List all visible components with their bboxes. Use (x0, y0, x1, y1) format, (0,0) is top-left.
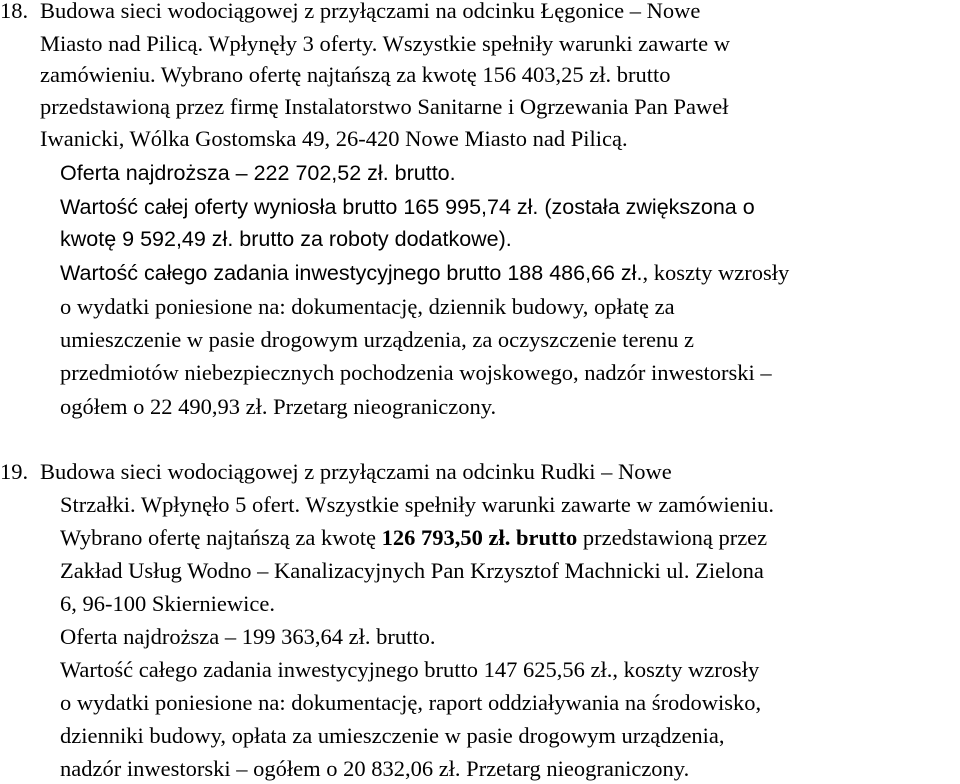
offer-value-line: Wartość całej oferty wyniosła brutto 165 995,74 zł. (została zwiększona o (60, 195, 755, 219)
chosen-offer-suffix: przedstawioną przez (577, 525, 768, 550)
task-value-suffix: , koszty wzrosły (642, 260, 790, 285)
item-text-line: nadzór inwestorski – ogółem o 20 832,06 zł. Przetarg nieograniczony. (60, 756, 690, 781)
item-text-line: Iwanicki, Wólka Gostomska 49, 26-420 Nowe Miasto nad Pilicą. (40, 126, 628, 151)
chosen-offer-prefix: Wybrano ofertę najtańszą za kwotę (60, 525, 382, 550)
item-text-line: o wydatki poniesione na: dokumentację, dziennik budowy, opłatę za (60, 294, 675, 319)
item-number: 19. (0, 459, 29, 484)
item-text-line: 6, 96-100 Skierniewice. (60, 591, 275, 616)
item-text-line: Budowa sieci wodociągowej z przyłączami na odcinku Łęgonice – Nowe (40, 0, 701, 23)
highest-offer-line: Oferta najdroższa – 222 702,52 zł. brutto. (60, 161, 456, 185)
task-value-line (60, 258, 789, 288)
offer-value-line: kwotę 9 592,49 zł. brutto za roboty dodatkowe). (60, 227, 512, 251)
chosen-offer-line (60, 523, 767, 553)
item-text-line: zamówieniu. Wybrano ofertę najtańszą za kwotę 156 403,25 zł. brutto (40, 62, 671, 87)
item-number: 18. (0, 0, 29, 23)
item-text-line: Miasto nad Pilicą. Wpłynęły 3 oferty. Wszystkie spełniły warunki zawarte w (40, 31, 731, 56)
item-text-line: Budowa sieci wodociągowej z przyłączami na odcinku Rudki – Nowe (40, 459, 672, 484)
item-text-line: o wydatki poniesione na: dokumentację, raport oddziaływania na środowisko, (60, 690, 762, 715)
item-text-line: Zakład Usług Wodno – Kanalizacyjnych Pan Krzysztof Machnicki ul. Zielona (60, 558, 764, 583)
item-text-line: przedmiotów niebezpiecznych pochodzenia wojskowego, nadzór inwestorski – (60, 360, 772, 385)
item-text-line: umieszczenie w pasie drogowym urządzenia, za oczyszczenie terenu z (60, 327, 695, 352)
chosen-offer-amount: 126 793,50 zł. brutto (381, 525, 578, 550)
task-value-text: Wartość całego zadania inwestycyjnego brutto 188 486,66 zł. (60, 261, 643, 285)
highest-offer-line: Oferta najdroższa – 199 363,64 zł. brutto. (60, 624, 436, 649)
item-text-line: ogółem o 22 490,93 zł. Przetarg nieograniczony. (60, 394, 497, 419)
task-value-line: Wartość całego zadania inwestycyjnego brutto 147 625,56 zł., koszty wzrosły (60, 657, 760, 682)
item-text-line: przedstawioną przez firmę Instalatorstwo Sanitarne i Ogrzewania Pan Paweł (40, 94, 729, 119)
item-text-line: dzienniki budowy, opłata za umieszczenie w pasie drogowym urządzenia, (60, 723, 725, 748)
item-text-line: Strzałki. Wpłynęło 5 ofert. Wszystkie spełniły warunki zawarte w zamówieniu. (60, 492, 774, 517)
